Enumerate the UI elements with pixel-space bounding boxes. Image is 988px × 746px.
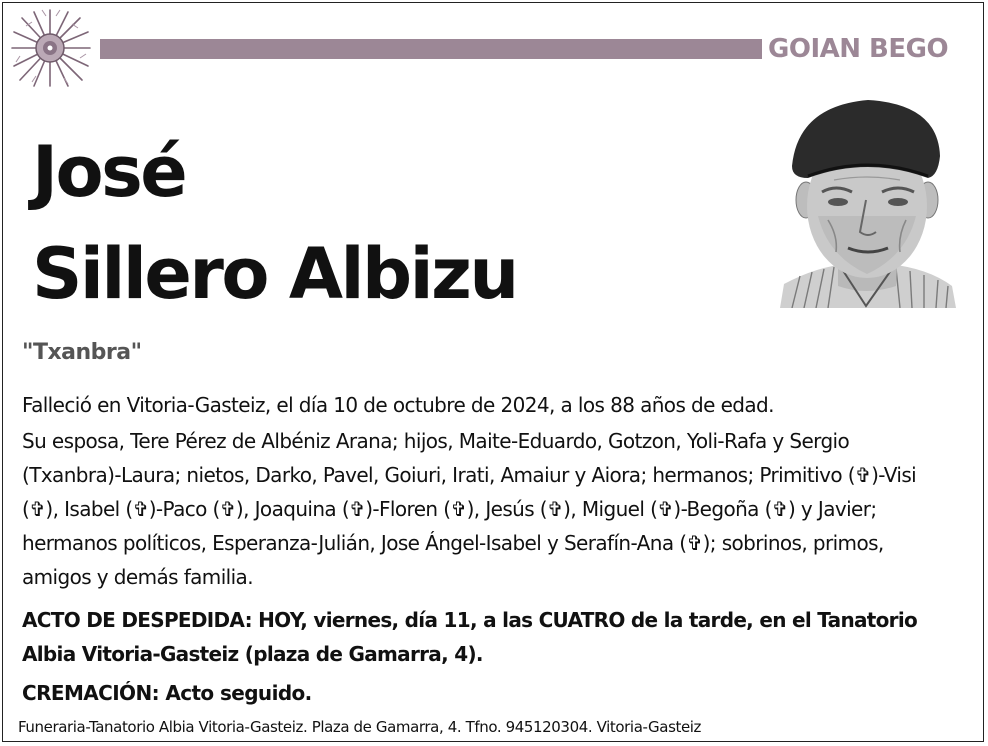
surnames: Sillero Albizu <box>32 233 517 315</box>
cremation-notice: CREMACIÓN: Acto seguido. <box>22 681 312 705</box>
nickname: "Txanbra" <box>22 340 142 365</box>
section-label: GOIAN BEGO <box>768 34 949 64</box>
family-list: Su esposa, Tere Pérez de Albéniz Arana; hijos, Maite-Eduardo, Gotzon, Yoli-Rafa y Sergio (Txanbra)-Laura; nietos, Darko, Pavel, Goiuri, Irati, Amaiur y Aiora; hermanos; Primitivo (✞)-Visi (✞), Isabel (✞)-Paco (✞), Joaquina (✞)-Floren (✞), Jesús (✞), Miguel (✞)-Begoña (✞) y Javier; hermanos políticos, Esperanza-Julián, Jose Ángel-Isabel y Serafín-Ana (✞); sobrinos, primos, amigos y demás familia. <box>22 429 917 589</box>
thistle-icon <box>6 6 94 90</box>
first-name: José <box>32 131 186 213</box>
death-notice: Falleció en Vitoria-Gasteiz, el día 10 de octubre de 2024, a los 88 años de edad. <box>22 393 774 417</box>
funeral-home-footer: Funeraria-Tanatorio Albia Vitoria-Gasteiz. Plaza de Gamarra, 4. Tfno. 945120304. Vitoria-Gasteiz <box>18 718 702 736</box>
header-bar <box>100 39 762 59</box>
portrait-photo <box>778 96 956 308</box>
ceremony-details: ACTO DE DESPEDIDA: HOY, viernes, día 11, a las CUATRO de la tarde, en el Tanatorio Albia Vitoria-Gasteiz (plaza de Gamarra, 4). <box>22 608 918 666</box>
